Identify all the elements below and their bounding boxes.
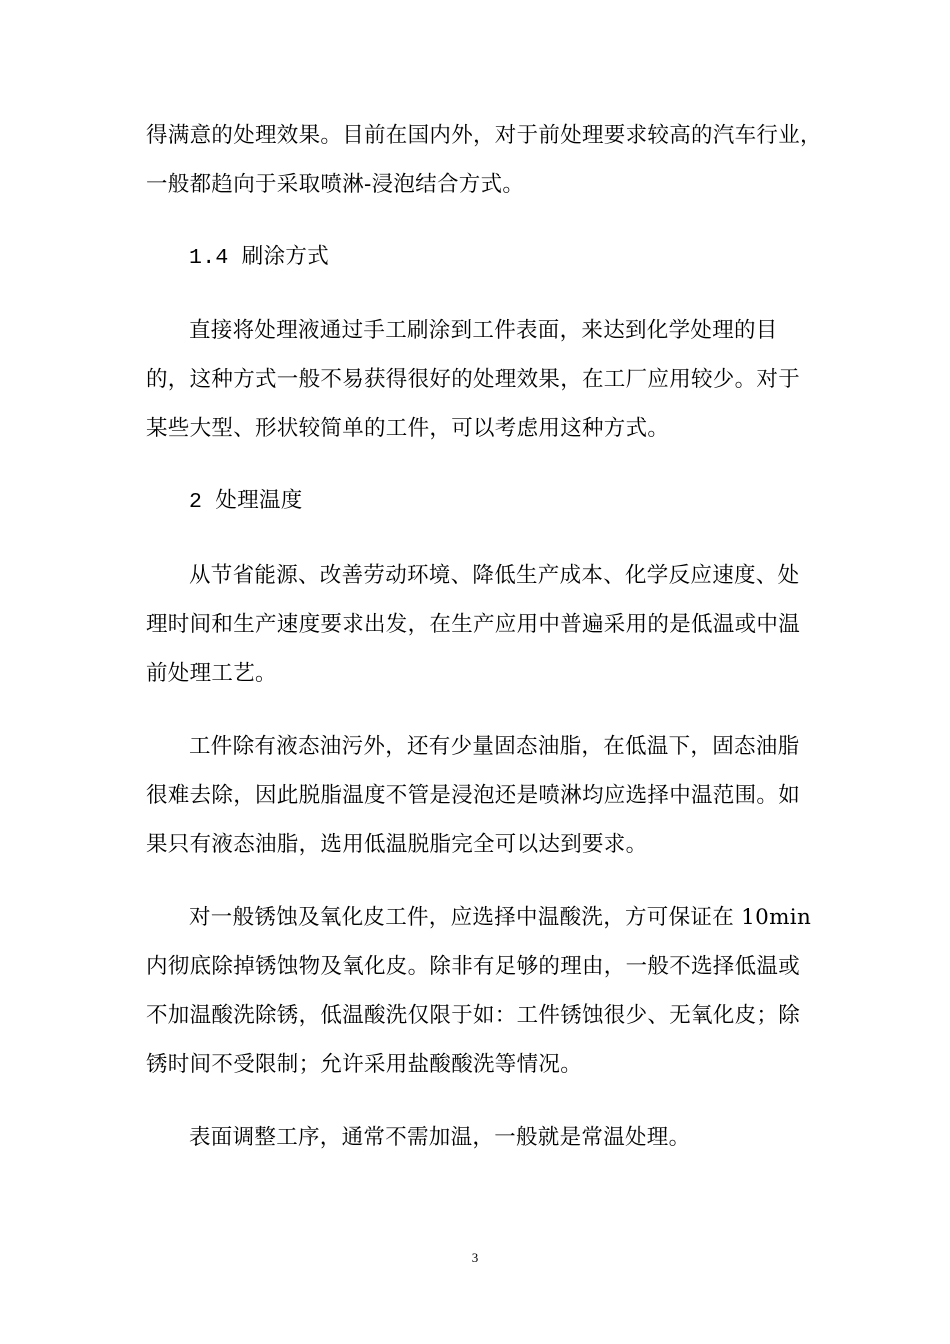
section-heading: 1.4 刷涂方式	[189, 246, 330, 270]
body-text-line: 内彻底除掉锈蚀物及氧化皮。除非有足够的理由，一般不选择低温或	[146, 954, 801, 979]
body-text-line: 某些大型、形状较简单的工件，可以考虑用这种方式。	[146, 416, 670, 441]
section-heading: 2 处理温度	[189, 490, 303, 514]
body-text-line: 一般都趋向于采取喷淋-浸泡结合方式。	[146, 172, 525, 197]
body-text-line: 不加温酸洗除锈，低温酸洗仅限于如：工件锈蚀很少、无氧化皮；除	[146, 1003, 801, 1028]
body-text-line: 的，这种方式一般不易获得很好的处理效果，在工厂应用较少。对于	[146, 367, 801, 392]
body-text-line: 前处理工艺。	[146, 661, 277, 686]
body-text-line: 从节省能源、改善劳动环境、降低生产成本、化学反应速度、处	[189, 563, 800, 588]
body-text-line: 很难去除，因此脱脂温度不管是浸泡还是喷淋均应选择中温范围。如	[146, 783, 801, 808]
body-text-line: 锈时间不受限制；允许采用盐酸酸洗等情况。	[146, 1052, 583, 1077]
body-text-line: 得满意的处理效果。目前在国内外，对于前处理要求较高的汽车行业，	[146, 123, 822, 148]
body-text-line: 表面调整工序，通常不需加温，一般就是常温处理。	[189, 1125, 691, 1150]
body-text-line: 工件除有液态油污外，还有少量固态油脂，在低温下，固态油脂	[189, 734, 800, 759]
body-text-line: 理时间和生产速度要求出发，在生产应用中普遍采用的是低温或中温	[146, 612, 801, 637]
body-text-line: 果只有液态油脂，选用低温脱脂完全可以达到要求。	[146, 832, 648, 857]
page-number: 3	[471, 1250, 479, 1265]
body-text-line: 直接将处理液通过手工刷涂到工件表面，来达到化学处理的目	[189, 318, 778, 343]
body-text-line: 对一般锈蚀及氧化皮工件，应选择中温酸洗，方可保证在 10min	[189, 905, 812, 930]
